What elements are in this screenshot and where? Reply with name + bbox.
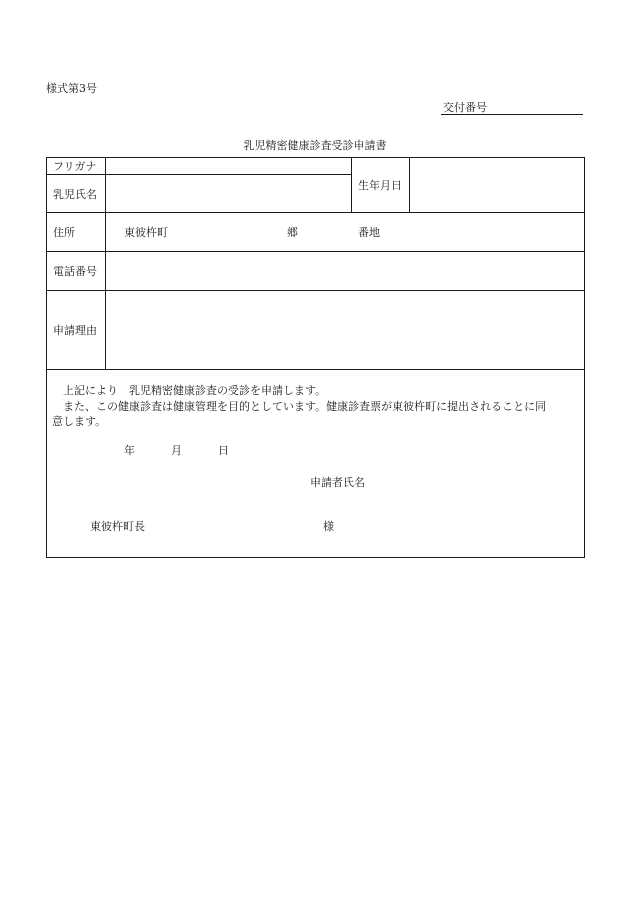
phone-field[interactable] — [106, 252, 585, 291]
reason-field[interactable] — [106, 291, 585, 370]
birthdate-label: 生年月日 — [352, 158, 410, 213]
furigana-label: フリガナ — [47, 158, 106, 175]
address-banchi: 番地 — [358, 226, 380, 239]
issue-number-label: 交付番号 — [443, 101, 487, 114]
date-month-label: 月 — [171, 444, 182, 457]
addressee-label: 東彼杵町長 — [90, 520, 145, 533]
declaration-section — [47, 370, 585, 558]
declaration-line-3: 意します。 — [52, 415, 107, 428]
reason-label: 申請理由 — [47, 291, 106, 370]
declaration-line-2: また、この健康診査は健康管理を目的としています。健康診査票が東彼杵町に提出されることに同 — [52, 400, 547, 413]
infant-name-label: 乳児氏名 — [47, 175, 106, 213]
application-form-table — [46, 157, 585, 558]
issue-number-field[interactable] — [441, 114, 583, 115]
infant-name-field[interactable] — [106, 175, 352, 213]
declaration-line-1: 上記により 乳児精密健康診査の受診を申請します。 — [52, 384, 327, 397]
honorific-label: 様 — [323, 520, 334, 533]
applicant-name-label: 申請者氏名 — [310, 476, 365, 489]
form-number: 様式第3号 — [46, 82, 97, 95]
furigana-field[interactable] — [106, 158, 352, 175]
birthdate-field[interactable] — [410, 158, 585, 213]
date-year-label: 年 — [124, 444, 135, 457]
date-day-label: 日 — [218, 444, 229, 457]
address-field[interactable] — [106, 213, 585, 252]
address-label: 住所 — [47, 213, 106, 252]
address-go: 郷 — [287, 226, 298, 239]
phone-label: 電話番号 — [47, 252, 106, 291]
document-title: 乳児精密健康診査受診申請書 — [243, 139, 387, 152]
address-town: 東彼杵町 — [124, 226, 168, 239]
